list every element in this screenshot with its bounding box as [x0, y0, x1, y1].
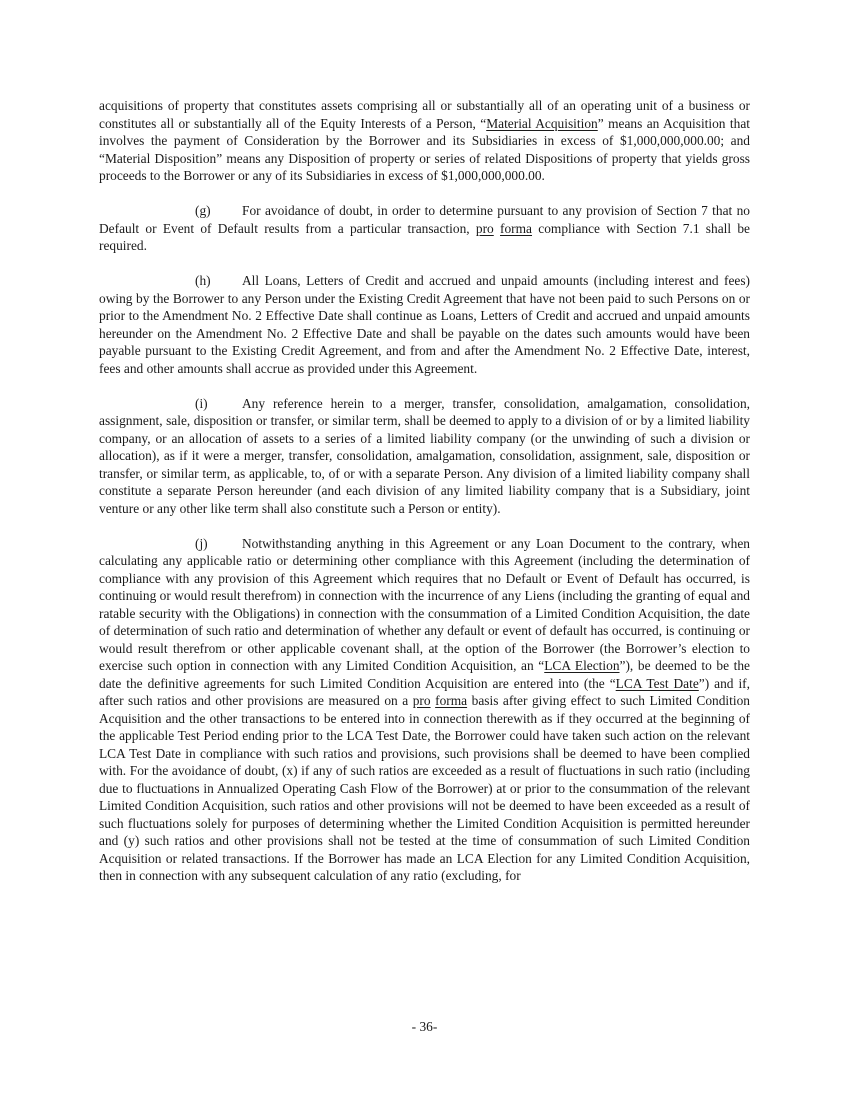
text-run: acquisitions of property that constitutes assets comprising all or substantially all of an operating unit of a business or constitutes all or substantially all of the Equity Interests of a Person, “: [99, 98, 750, 131]
text-run: ” means an Acquisition that involves the payment of Consideration by the Borrower and its Subsidiaries in excess of $1,000,000,000.00; and “Material Disposition” means any Disposition of property or series of related Dispositions of property that yields gross proceeds to the Borrower or any of its Subsidiaries in excess of $1,000,000,000.00.: [99, 115, 750, 183]
text-run: ”) and if, after such ratios and other provisions are measured on a: [99, 675, 750, 708]
defined-term-material-acquisition: Material Acquisition: [486, 115, 598, 131]
term-forma: forma: [435, 693, 468, 708]
paragraph-j: [99, 535, 750, 885]
text-run: ”), be deemed to be the date the definitive agreements for such Limited Condition Acquisition are entered into (the “: [99, 658, 750, 691]
document-page: [99, 97, 750, 885]
paragraph-i: [99, 395, 750, 518]
text-run: For avoidance of doubt, in order to determine pursuant to any provision of Section 7 that no Default or Event of Default results from a particular transaction,: [99, 203, 750, 236]
paragraph-g: [99, 202, 750, 255]
text-run: compliance with Section 7.1 shall be required.: [99, 220, 750, 253]
term-pro: pro: [412, 693, 431, 708]
term-forma: forma: [500, 220, 533, 236]
paragraph-definitions-continued: [99, 97, 750, 185]
clause-marker-i: (i): [195, 395, 208, 411]
clause-marker-h: (h): [195, 273, 211, 288]
clause-marker-g: (g): [195, 203, 211, 218]
defined-term-lca-test-date: LCA Test Date: [615, 675, 699, 691]
page-number: - 36-: [411, 1019, 438, 1034]
clause-marker-j: (j): [195, 535, 208, 551]
text-run: All Loans, Letters of Credit and accrued and unpaid amounts (including interest and fees) owing by the Borrower to any Person under the Existing Credit Agreement that have not been paid to such Persons on or prior to the Amendment No. 2 Effective Date shall continue as Loans, Letters of Credit and accrued and unpaid amounts hereunder on the Amendment No. 2 Effective Date and shall be payable on the dates such amounts would have been payable pursuant to the Existing Credit Agreement, and from and after the Amendment No. 2 Effective Date, interest, fees and other amounts shall accrue as provided under this Agreement.: [99, 273, 750, 376]
text-run: Notwithstanding anything in this Agreement or any Loan Document to the contrary, when calculating any applicable ratio or determining other compliance with this Agreement (including the determination of compliance with any provision of this Agreement which requires that no Default or Event of Default has occurred, is continuing or would result therefrom) in connection with the incurrence of any Liens (including the granting of equal and ratable security with the Obligations) in connection with the consummation of a Limited Condition Acquisition, the date of determination of such ratio and determination of whether any default or event of default has occurred, is continuing or would result therefrom or other applicable covenant shall, at the option of the Borrower (the Borrower’s election to exercise such option in connection with any Limited Condition Acquisition, an “: [99, 535, 750, 673]
text-run: basis after giving effect to such Limited Condition Acquisition and the other transactions to be entered into in connection therewith as if they occurred at the beginning of the applicable Test Period ending prior to the LCA Test Date, the Borrower could have taken such action on the relevant LCA Test Date in compliance with such ratios and provisions, such provisions shall be deemed to have been complied with. For the avoidance of doubt, (x) if any of such ratios are exceeded as a result of fluctuations in such ratio (including due to fluctuations in Annualized Operating Cash Flow of the Borrower) at or prior to the consummation of the relevant Limited Condition Acquisition, such ratios and other provisions will not be deemed to have been exceeded as a result of such fluctuations solely for purposes of determining whether the Limited Condition Acquisition is permitted hereunder and (y) such ratios and other provisions shall not be tested at the time of consummation of such Limited Condition Acquisition or related transactions. If the Borrower has made an LCA Election for any Limited Condition Acquisition, then in connection with any subsequent calculation of any ratio (excluding, for: [99, 693, 750, 883]
defined-term-lca-election: LCA Election: [544, 658, 620, 673]
text-run: Any reference herein to a merger, transfer, consolidation, amalgamation, consolidation, assignment, sale, disposition or transfer, or similar term, shall be deemed to apply to a division of or by a limited liability company, or an allocation of assets to a series of a limited liability company (or the unwinding of such a division or allocation), as if it were a merger, transfer, consolidation, amalgamation, consolidation, assignment, sale, disposition or transfer, or similar term, as applicable, to, of or with a separate Person. Any division of a limited liability company shall constitute a separate Person hereunder (and each division of any limited liability company that is a Subsidiary, joint venture or any other like term shall also constitute such a Person or entity).: [99, 395, 750, 516]
paragraph-h: [99, 272, 750, 377]
term-pro: pro: [475, 220, 494, 236]
